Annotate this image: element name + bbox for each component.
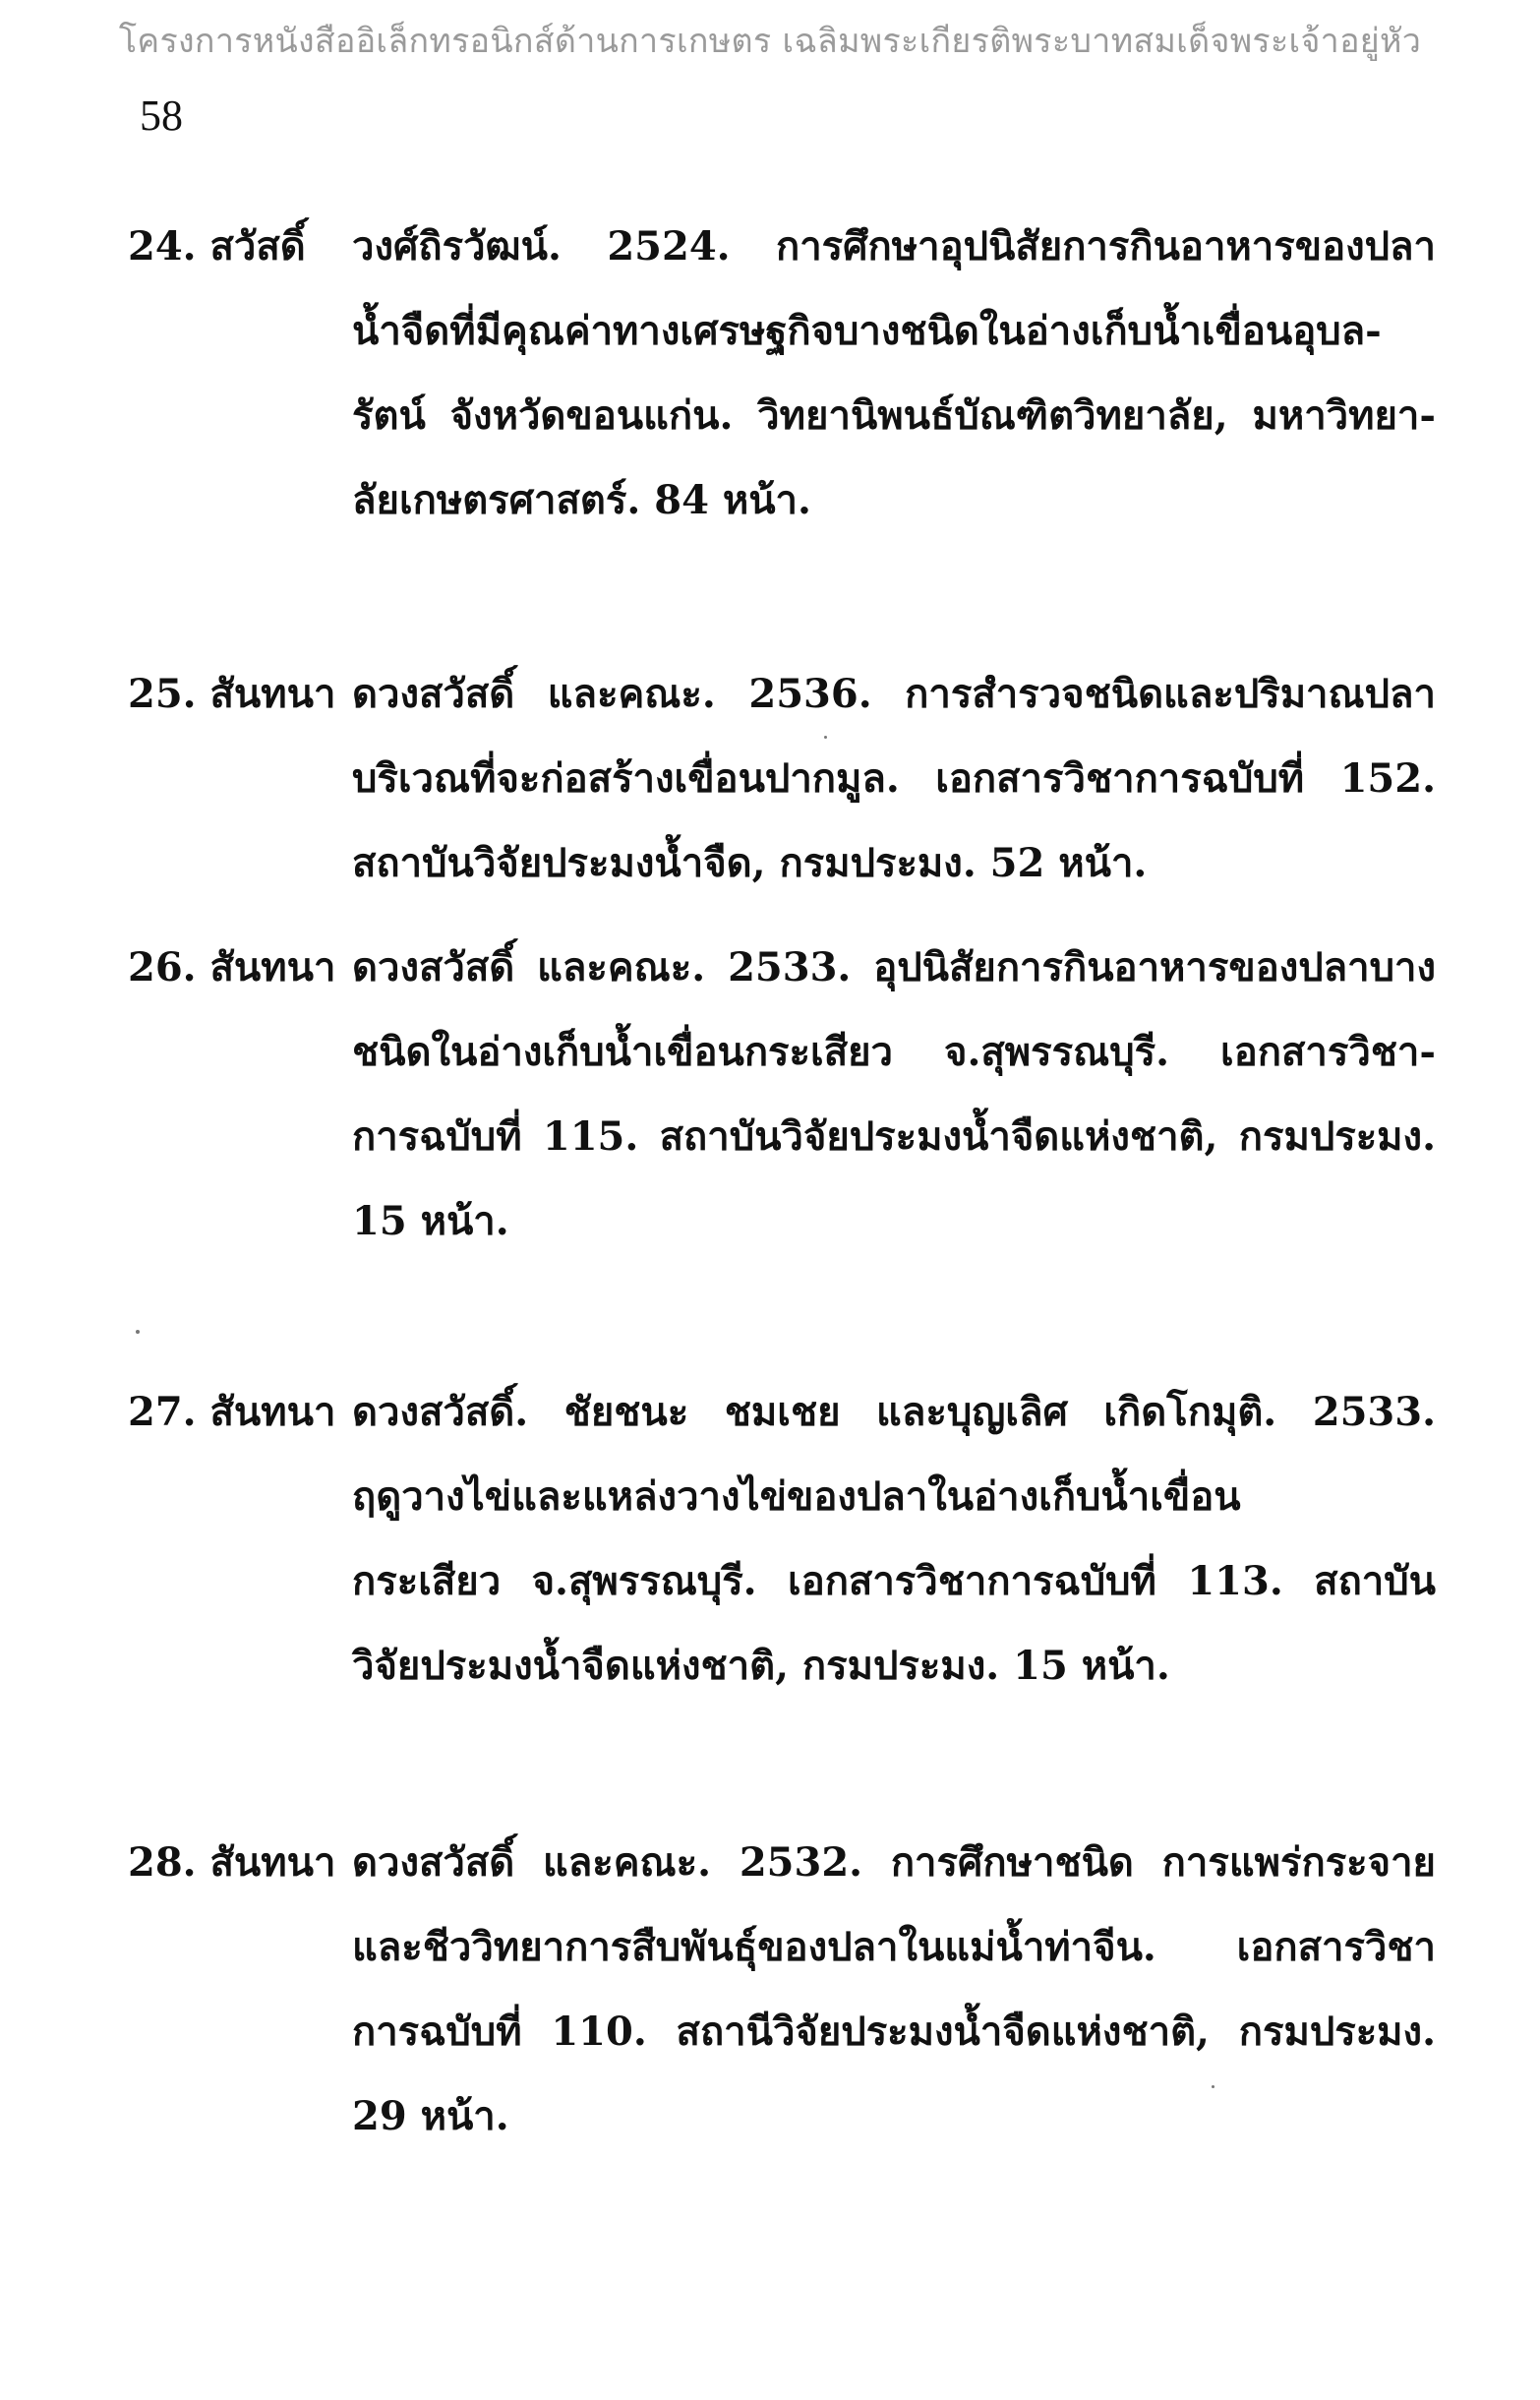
reference-entry (128, 1369, 1436, 1708)
reference-line: 15 หน้า. (352, 1198, 509, 1244)
page-number: 58 (140, 91, 183, 140)
reference-entry (128, 651, 1436, 905)
reference-line: และชีววิทยาการสืบพันธุ์ของปลาในแม่น้ำท่าจีน. เอกสารวิชา (352, 1924, 1436, 1970)
reference-line: ดวงสวัสดิ์ และคณะ. 2536. การสำรวจชนิดและปริมาณปลา (352, 671, 1436, 717)
reference-line: ดวงสวัสดิ์. ชัยชนะ ชมเชย และบุญเลิศ เกิดโกมุติ. 2533. (352, 1389, 1436, 1435)
reference-line: บริเวณที่จะก่อสร้างเขื่อนปากมูล. เอกสารวิชาการฉบับที่ 152. (352, 755, 1436, 802)
scan-speck (136, 1330, 140, 1334)
reference-line: ชนิดในอ่างเก็บน้ำเขื่อนกระเสียว จ.สุพรรณบุรี. เอกสารวิชา- (352, 1029, 1436, 1075)
reference-label: 25. สันทนา (128, 671, 336, 717)
reference-line: น้ำจืดที่มีคุณค่าทางเศรษฐกิจบางชนิดในอ่างเก็บน้ำเขื่อนอุบล- (352, 308, 1382, 354)
reference-entry (128, 925, 1436, 1263)
reference-line: ลัยเกษตรศาสตร์. 84 หน้า. (352, 477, 811, 523)
watermark-header: โครงการหนังสืออิเล็กทรอนิกส์ด้านการเกษตร เฉลิมพระเกียรติพระบาทสมเด็จพระเจ้าอยู่หัว (118, 22, 1422, 61)
reference-line: ฤดูวางไข่และแหล่งวางไข่ของปลาในอ่างเก็บน้ำเขื่อน (352, 1473, 1241, 1520)
reference-line: วิจัยประมงน้ำจืดแห่งชาติ, กรมประมง. 15 หน้า. (352, 1643, 1170, 1689)
reference-label: 27. สันทนา (128, 1389, 336, 1435)
reference-line: สถาบันวิจัยประมงน้ำจืด, กรมประมง. 52 หน้า. (352, 840, 1148, 886)
reference-line: รัตน์ จังหวัดขอนแก่น. วิทยานิพนธ์บัณฑิตวิทยาลัย, มหาวิทยา- (352, 392, 1436, 439)
reference-line: ดวงสวัสดิ์ และคณะ. 2532. การศึกษาชนิด การแพร่กระจาย (352, 1839, 1436, 1886)
reference-line: การฉบับที่ 110. สถานีวิจัยประมงน้ำจืดแห่งชาติ, กรมประมง. (352, 2009, 1436, 2055)
reference-label: 28. สันทนา (128, 1839, 336, 1886)
reference-line: วงศ์ถิรวัฒน์. 2524. การศึกษาอุปนิสัยการกินอาหารของปลา (352, 223, 1436, 270)
reference-entry (128, 204, 1436, 542)
reference-entry (128, 1820, 1436, 2158)
scan-speck (1212, 2085, 1214, 2088)
reference-line: กระเสียว จ.สุพรรณบุรี. เอกสารวิชาการฉบับที่ 113. สถาบัน (352, 1558, 1436, 1604)
reference-label: 24. สวัสดิ์ (128, 223, 306, 270)
reference-label: 26. สันทนา (128, 944, 336, 990)
reference-line: การฉบับที่ 115. สถาบันวิจัยประมงน้ำจืดแห่งชาติ, กรมประมง. (352, 1113, 1436, 1160)
scan-speck (824, 736, 827, 739)
reference-line: ดวงสวัสดิ์ และคณะ. 2533. อุปนิสัยการกินอาหารของปลาบาง (352, 944, 1436, 990)
reference-line: 29 หน้า. (352, 2093, 509, 2139)
